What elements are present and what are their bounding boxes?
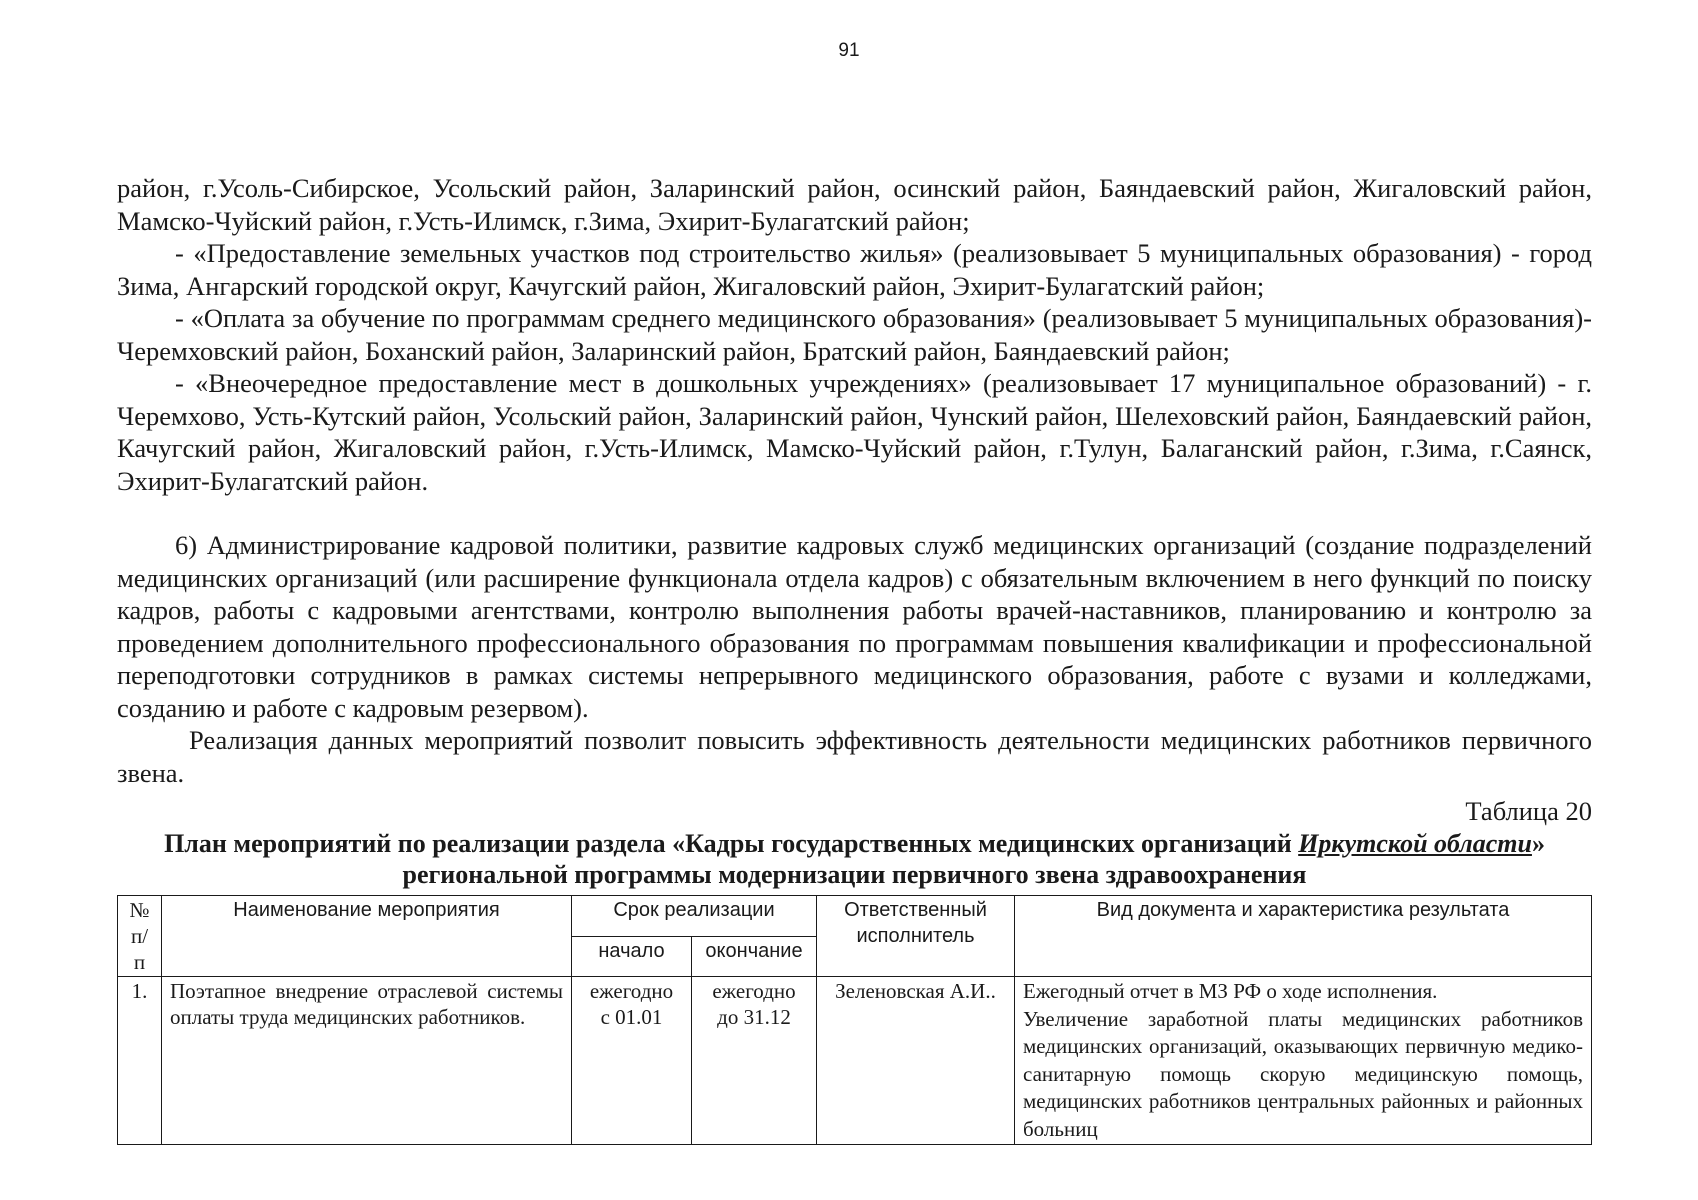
row-end <box>692 977 817 1145</box>
document-body <box>117 172 1592 890</box>
table-title <box>117 828 1592 890</box>
table-title-region: Иркутской области <box>1298 828 1532 858</box>
header-result: Вид документа и характеристика результата <box>1015 896 1592 977</box>
paragraph-1: район, г.Усоль-Сибирское, Усольский район, Заларинский район, осинский район, Баяндаевский район, Жигаловский район, Мамско-Чуйский район, г.Усть-Илимск, г.Зима, Эхирит-Булагатский район; <box>117 173 1592 236</box>
header-num-line1: № <box>129 898 150 922</box>
header-start: начало <box>572 936 692 977</box>
row-result-line2: Увеличение заработной платы медицинских работников медицинских организаций, оказывающих первичную медико-санитарную помощь скорую медицинскую помощь, медицинских работников центральных районных и районных больниц <box>1023 1006 1583 1141</box>
row-end-line1: ежегодно <box>712 979 796 1003</box>
table-row <box>118 977 1592 1145</box>
paragraph-6: Реализация данных мероприятий позволит повысить эффективность деятельности медицинских работников первичного звена. <box>117 725 1592 788</box>
row-start-line1: ежегодно <box>589 979 674 1003</box>
header-num <box>118 896 162 977</box>
paragraph-5: 6) Администрирование кадровой политики, развитие кадровых служб медицинских организаций (создание подразделений медицинских организаций (или расширение функционала отдела кадров) с обязательным включением в него функций по поиску кадров, работы с кадровыми агентствами, контролю выполнения работы врачей-наставников, планированию и контролю за проведением дополнительного профессионального образования по программам повышения квалификации и профессиональной переподготовки сотрудников в рамках системы непрерывного медицинского образования, работе с вузами и колледжами, созданию и работе с кадровым резервом). <box>117 530 1592 723</box>
header-end: окончание <box>692 936 817 977</box>
row-responsible: Зеленовская А.И.. <box>817 977 1015 1145</box>
header-period: Срок реализации <box>572 896 817 937</box>
table-title-part1: План мероприятий по реализации раздела «Кадры государственных медицинских организаций <box>164 828 1299 858</box>
paragraph-2: - «Предоставление земельных участков под строительство жилья» (реализовывает 5 муниципальных образования) - город Зима, Ангарский городской округ, Качугский район, Жигаловский район, Эхирит-Булагатский район; <box>117 238 1592 301</box>
paragraph-3: - «Оплата за обучение по программам среднего медицинского образования» (реализовывает 5 муниципальных образования)- Черемховский район, Боханский район, Заларинский район, Братский район, Баяндаевский район; <box>117 303 1592 366</box>
header-name: Наименование мероприятия <box>162 896 572 977</box>
header-responsible-line2: исполнитель <box>856 925 975 947</box>
row-num: 1. <box>118 977 162 1145</box>
row-end-line2: до 31.12 <box>717 1005 791 1029</box>
header-responsible <box>817 896 1015 977</box>
row-start <box>572 977 692 1145</box>
plan-table <box>117 895 1592 1145</box>
page-number: 91 <box>838 40 860 61</box>
header-responsible-line1: Ответственный <box>844 899 987 921</box>
paragraph-gap <box>117 497 1592 529</box>
row-start-line2: с 01.01 <box>600 1005 663 1029</box>
header-num-line2: п/п <box>130 924 149 974</box>
table-header-row <box>118 896 1592 937</box>
paragraph-4: - «Внеочередное предоставление мест в дошкольных учреждениях» (реализовывает 17 муниципальное образований) - г. Черемхово, Усть-Кутский район, Усольский район, Заларинский район, Чунский район, Шелеховский район, Баяндаевский район, Качугский район, Жигаловский район, г.Усть-Илимск, Мамско-Чуйский район, г.Тулун, Балаганский район, г.Зима, г.Саянск, Эхирит-Булагатский район. <box>117 368 1592 496</box>
row-name: Поэтапное внедрение отраслевой системы оплаты труда медицинских работников. <box>162 977 572 1145</box>
row-result <box>1015 977 1592 1145</box>
table-label: Таблица 20 <box>1465 796 1592 826</box>
table-title-part2: » региональной программы модернизации первичного звена здравоохранения <box>402 828 1545 889</box>
row-result-line1: Ежегодный отчет в МЗ РФ о ходе исполнения. <box>1023 979 1438 1003</box>
